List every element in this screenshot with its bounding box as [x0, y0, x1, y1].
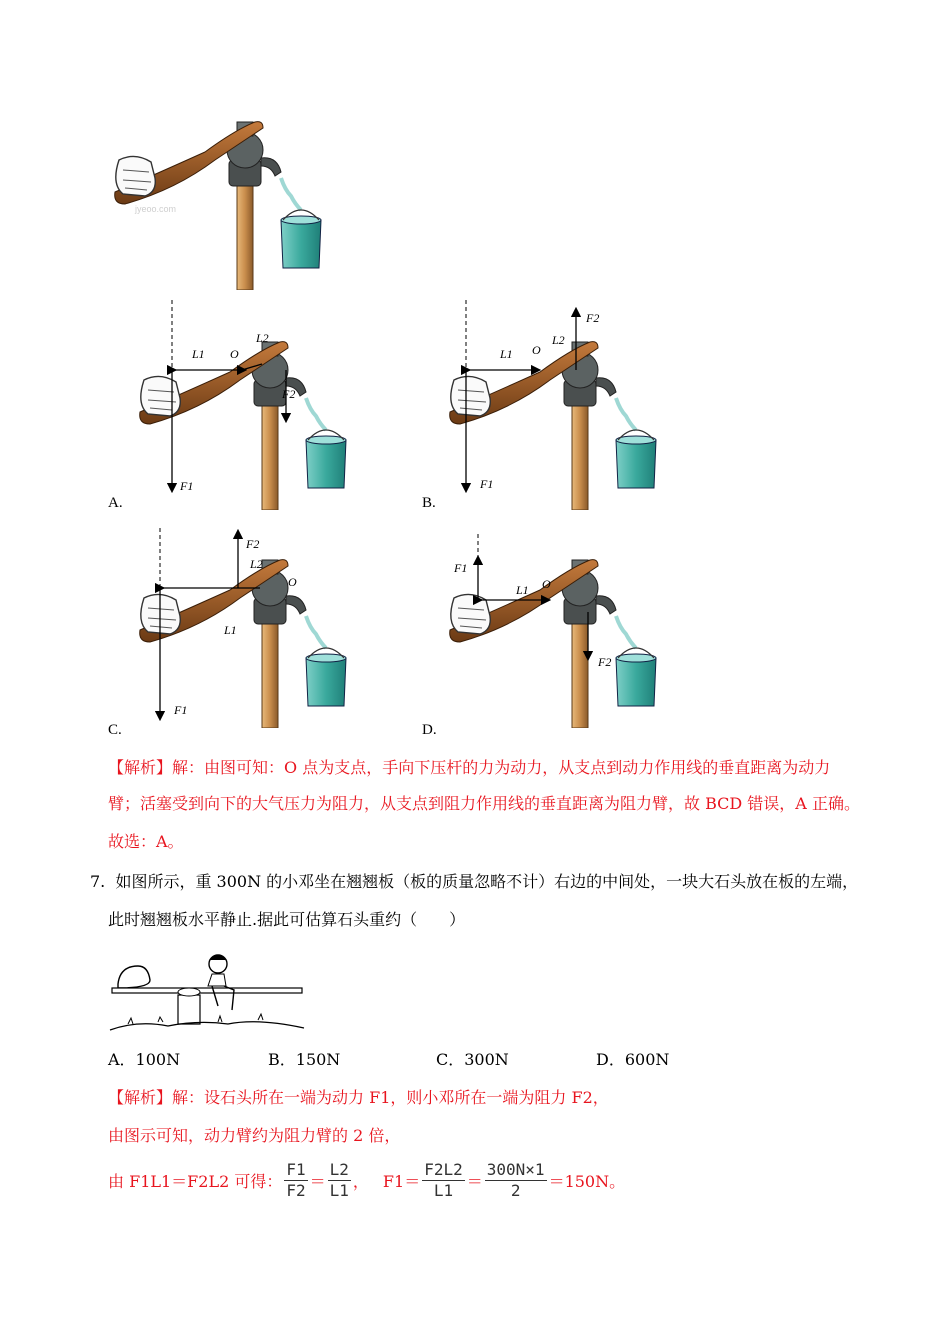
watermark: jyeoo.com	[135, 204, 177, 214]
option-c-label: C.	[108, 722, 122, 738]
q6-analysis-line1: 【解析】解：由图可知：O 点为支点，手向下压杆的力为动力，从支点到动力作用线的垂直距离为动力	[108, 758, 831, 777]
q7-analysis-line2: 由图示可知，动力臂约为阻力臂的 2 倍，	[108, 1126, 401, 1145]
fraction-300n-2: $\frac{300N\times 1}{2}$	[486, 1160, 545, 1200]
label-l2: L2	[250, 557, 263, 571]
pump-figure-b	[440, 300, 700, 510]
formula-prefix: 由 F1L1＝F2L2 可得：	[108, 1172, 283, 1191]
q7-stem-line1: 7. 如图所示，重 300N 的小邓坐在翘翘板（板的质量忽略不计）右边的中间处，一块大石头放在板的左端，	[90, 872, 859, 891]
q7-analysis-line1: 【解析】解：设石头所在一端为动力 F1，则小邓所在一端为阻力 F2，	[108, 1088, 609, 1107]
analysis-tag: 【解析】	[108, 758, 173, 777]
q7-choice-a: A．100N	[108, 1050, 181, 1069]
option-b-label: B.	[422, 495, 436, 511]
q7-analysis-line3: 由 F1L1＝F2L2 可得： $\frac{F1}{F2}$ ＝ $\frac{L2}{L1}$ ， F1＝ $\frac{F2L2}{L1}$ ＝ $\frac{300N\times 1}{2}$ ＝150N。	[108, 1160, 626, 1200]
label-o: O	[288, 575, 297, 589]
label-f1: F1	[480, 477, 494, 491]
fraction-f1-f2: $\frac{F1}{F2}$	[286, 1160, 306, 1200]
label-o: O	[532, 343, 541, 357]
label-f1: F1	[174, 703, 188, 717]
q7-stem-line2: 此时翘翘板水平静止.据此可估算石头重约（ ）	[108, 910, 466, 929]
q6-analysis-line2: 臂；活塞受到向下的大气压力为阻力，从支点到阻力作用线的垂直距离为阻力臂，故 BCD 错误，A 正确。	[108, 794, 860, 813]
pump-figure-a	[130, 300, 390, 510]
label-f2: F2	[598, 655, 612, 669]
label-o: O	[542, 577, 551, 591]
option-a-label: A.	[108, 495, 123, 511]
label-l1: L1	[224, 623, 237, 637]
label-l1: L1	[500, 347, 513, 361]
label-f1: F1	[454, 561, 468, 575]
fraction-f2l2-l1: $\frac{F2L2}{L1}$	[424, 1160, 463, 1200]
label-l1: L1	[516, 583, 529, 597]
q7-choice-d: D．600N	[596, 1050, 670, 1069]
formula-result: ＝150N。	[548, 1172, 626, 1191]
pump-figure-c	[130, 528, 390, 728]
q6-analysis-line3: 故选：A。	[108, 832, 184, 851]
label-f2: F2	[282, 387, 296, 401]
pump-figure-top	[105, 100, 335, 290]
fraction-l2-l1: $\frac{L2}{L1}$	[329, 1160, 349, 1200]
label-f2: F2	[246, 537, 260, 551]
q7-choice-b: B．150N	[268, 1050, 341, 1069]
label-f2: F2	[586, 311, 600, 325]
label-f1: F1	[180, 479, 194, 493]
label-o: O	[230, 347, 239, 361]
label-l1: L1	[192, 347, 205, 361]
analysis-tag: 【解析】	[108, 1088, 173, 1107]
q7-number: 7.	[90, 872, 106, 891]
option-d-label: D.	[422, 722, 437, 738]
label-l2: L2	[256, 331, 269, 345]
pump-figure-d	[440, 528, 700, 728]
q7-choice-c: C．300N	[436, 1050, 509, 1069]
seesaw-figure	[108, 950, 308, 1035]
label-l2: L2	[552, 333, 565, 347]
